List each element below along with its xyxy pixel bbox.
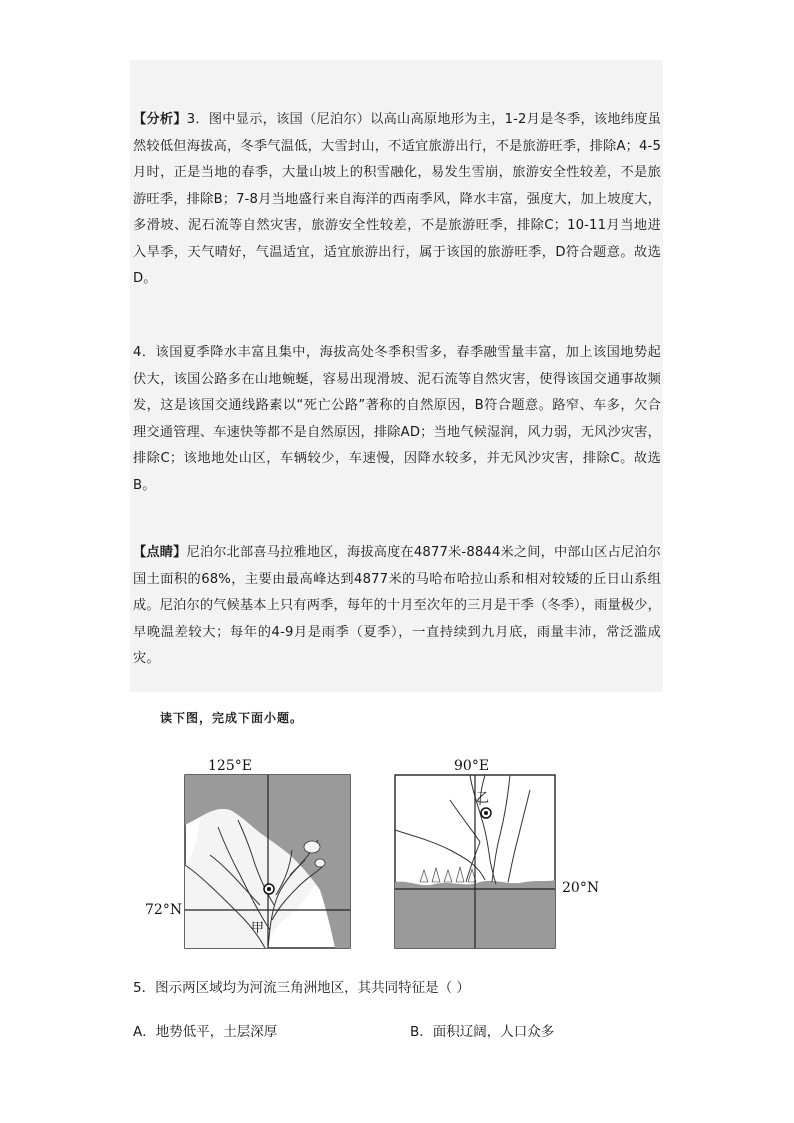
map-intro: 读下图，完成下面小题。 — [160, 711, 304, 725]
map-right-latitude: 20°N — [562, 880, 600, 896]
tip-paragraph — [133, 540, 661, 673]
map-left — [140, 755, 360, 955]
option-a[interactable]: A．地势低平，土层深厚 — [133, 1024, 278, 1040]
question-5-stem: 5．图示两区域均为河流三角洲地区，其共同特征是（ ） — [133, 980, 470, 996]
map-right-point-label: 乙 — [476, 791, 490, 806]
map-left-latitude: 72°N — [145, 902, 183, 918]
tip-text: 尼泊尔北部喜马拉雅地区，海拔高度在4877米-8844米之间，中部山区占尼泊尔国土面积的68%，主要由最高峰达到4877米的马哈布哈拉山系和相对较矮的丘日山系组成。尼泊尔的气候基本上只有两季，每年的十月至次年的三月是干季（冬季），雨量极少，早晚温差较大；每年的4-9月是雨季（夏季），一直持续到九月底，雨量丰沛，常泛滥成灾。 — [133, 545, 661, 666]
analysis-paragraph-4: 4．该国夏季降水丰富且集中，海拔高处冬季积雪多，春季融雪量丰富，加上该国地势起伏大，该国公路多在山地蜿蜒，容易出现滑坡、泥石流等自然灾害，使得该国交通事故频发，这是该国交通线路素以“死亡公路”著称的自然原因，B符合题意。路窄、车多，欠合理交通管理、车速快等都不是自然原因，排除AD；当地气候湿润，风力弱，无风沙灾害，排除C；该地地处山区，车辆较少，车速慢，因降水较多，并无风沙灾害，排除C。故选B。 — [133, 345, 661, 493]
analysis-text-3: 3．图中显示，该国（尼泊尔）以高山高原地形为主，1-2月是冬季，该地纬度虽然较低但海拔高，冬季气温低，大雪封山，不适宜旅游出行，不是旅游旺季，排除A；4-5月时，正是当地的春季，大量山坡上的积雪融化，易发生雪崩，旅游安全性较差，不是旅游旺季，排除B；7-8月当地盛行来自海洋的西南季风，降水丰富，强度大，加上坡度大，多滑坡、泥石流等自然灾害，旅游安全性较差，不是旅游旺季，排除C；10-11月当地进入旱季，天气晴好，气温适宜，适宜旅游出行，属于该国的旅游旺季，D符合题意。故选D。 — [133, 112, 661, 286]
map-right-longitude: 90°E — [454, 758, 490, 774]
map-left-point-label: 甲 — [251, 921, 265, 936]
map-right — [390, 770, 560, 955]
tip-tag: 【点睛】 — [133, 545, 187, 560]
map-left-longitude: 125°E — [208, 758, 252, 774]
option-b[interactable]: B．面积辽阔，人口众多 — [410, 1024, 555, 1040]
analysis-paragraph-3 — [133, 107, 661, 293]
analysis-tag: 【分析】 — [133, 112, 187, 127]
